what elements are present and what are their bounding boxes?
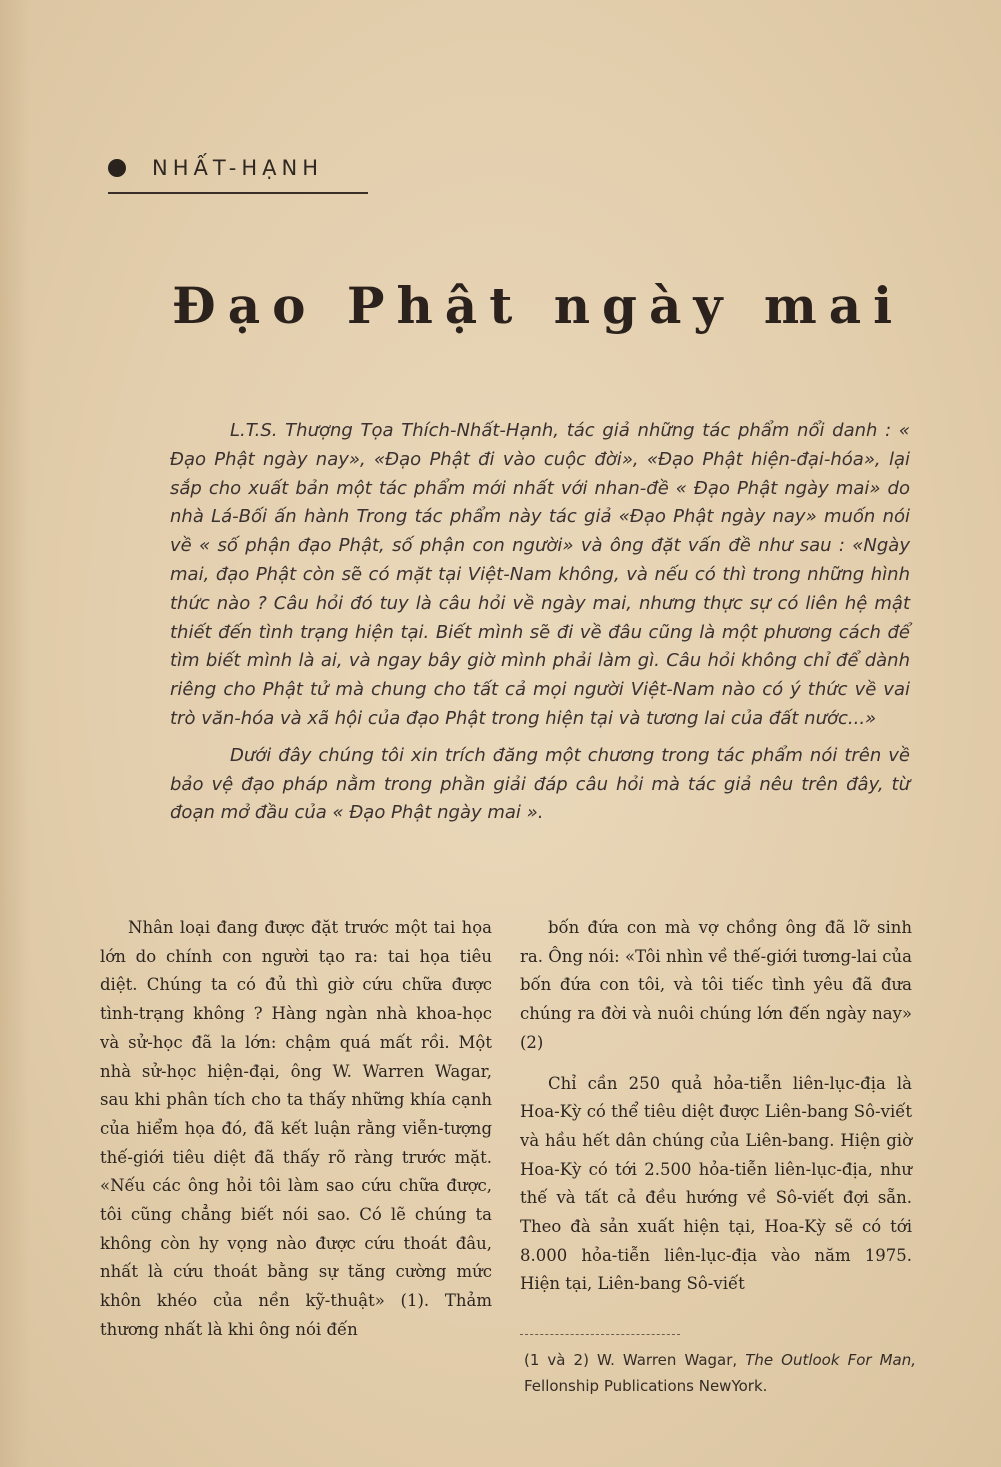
page-fold-shadow	[0, 0, 30, 1467]
bullet-icon	[108, 159, 126, 177]
body-column-right	[520, 914, 912, 1299]
body-column-left	[100, 914, 492, 1345]
editor-note-paragraph: Dưới đây chúng tôi xin trích đăng một chương trong tác phẩm nói trên về bảo vệ đạo pháp nằm trong phần giải đáp câu hỏi mà tác giả nêu trên đây, từ đoạn mở đầu của « Đạo Phật ngày mai ».	[170, 744, 910, 824]
footnote	[524, 1347, 916, 1399]
footnote-book-title: The Outlook For Man,	[745, 1351, 916, 1369]
footnote-divider	[520, 1334, 680, 1335]
editor-note-paragraph: L.T.S. Thượng Tọa Thích-Nhất-Hạnh, tác giả những tác phẩm nổi danh : « Đạo Phật ngày nay», «Đạo Phật đi vào cuộc đời», «Đạo Phật hiện-đại-hóa», lại sắp cho xuất bản một tác phẩm mới nhất với nhan-đề « Đạo Phật ngày mai» do nhà Lá-Bối ấn hành Trong tác phẩm này tác giả «Đạo Phật ngày nay» muốn nói về « số phận đạo Phật, số phận con người» và ông đặt vấn đề như sau : «Ngày mai, đạo Phật còn sẽ có mặt tại Việt-Nam không, và nếu có thì trong những hình thức nào ? Câu hỏi đó tuy là câu hỏi về ngày mai, nhưng thực sự có liên hệ mật thiết đến tình trạng hiện tại. Biết mình sẽ đi về đâu cũng là một phương cách để tìm biết mình là ai, và ngay bây giờ mình phải làm gì. Câu hỏi không chỉ để dành riêng cho Phật tử mà chung cho tất cả mọi người Việt-Nam nào có ý thức về vai trò văn-hóa và xã hội của đạo Phật trong hiện tại và tương lai của đất nước...»	[170, 420, 910, 729]
body-paragraph: Chỉ cần 250 quả hỏa-tiễn liên-lục-địa là Hoa-Kỳ có thể tiêu diệt được Liên-bang Sô-viết và hầu hết dân chúng của Liên-bang. Hiện giờ Hoa-Kỳ có tới 2.500 hỏa-tiễn liên-lục-địa, như thế và tất cả đều hướng về Sô-viết đợi sẵn. Theo đà sản xuất hiện tại, Hoa-Kỳ sẽ có tới 8.000 hỏa-tiễn liên-lục-địa vào năm 1975. Hiện tại, Liên-bang Sô-viết	[520, 1073, 912, 1294]
body-paragraph: bốn đứa con mà vợ chồng ông đã lỡ sinh ra. Ông nói: «Tôi nhìn về thế-giới tương-lai của bốn đứa con tôi, và tôi tiếc tình yêu đã đưa chúng ra đời và nuôi chúng lớn đến ngày nay» (2)	[520, 918, 912, 1052]
author-name: NHẤT-HẠNH	[152, 156, 323, 180]
editor-note	[170, 417, 910, 828]
footnote-suffix: Fellonship Publications NewYork.	[524, 1377, 768, 1395]
author-byline	[108, 156, 368, 194]
article-title: Đạo Phật ngày mai	[172, 276, 905, 335]
body-paragraph: Nhân loại đang được đặt trước một tai họa lớn do chính con người tạo ra: tai họa tiêu diệt. Chúng ta có đủ thì giờ cứu chữa được tình-trạng không ? Hàng ngàn nhà khoa-học và sử-học đã la lớn: chậm quá mất rồi. Một nhà sử-học hiện-đại, ông W. Warren Wagar, sau khi phân tích cho ta thấy những khía cạnh của hiểm họa đó, đã kết luận rằng viễn-tượng thế-giới tiêu diệt đã thấy rõ ràng trước mặt. «Nếu các ông hỏi tôi làm sao cứu chữa được, tôi cũng chẳng biết nói sao. Có lẽ chúng ta không còn hy vọng nào được cứu thoát đâu, nhất là cứu thoát bằng sự tăng cường mức khôn khéo của nền kỹ-thuật» (1). Thảm thương nhất là khi ông nói đến	[100, 918, 492, 1339]
footnote-prefix: (1 và 2) W. Warren Wagar,	[524, 1351, 746, 1369]
